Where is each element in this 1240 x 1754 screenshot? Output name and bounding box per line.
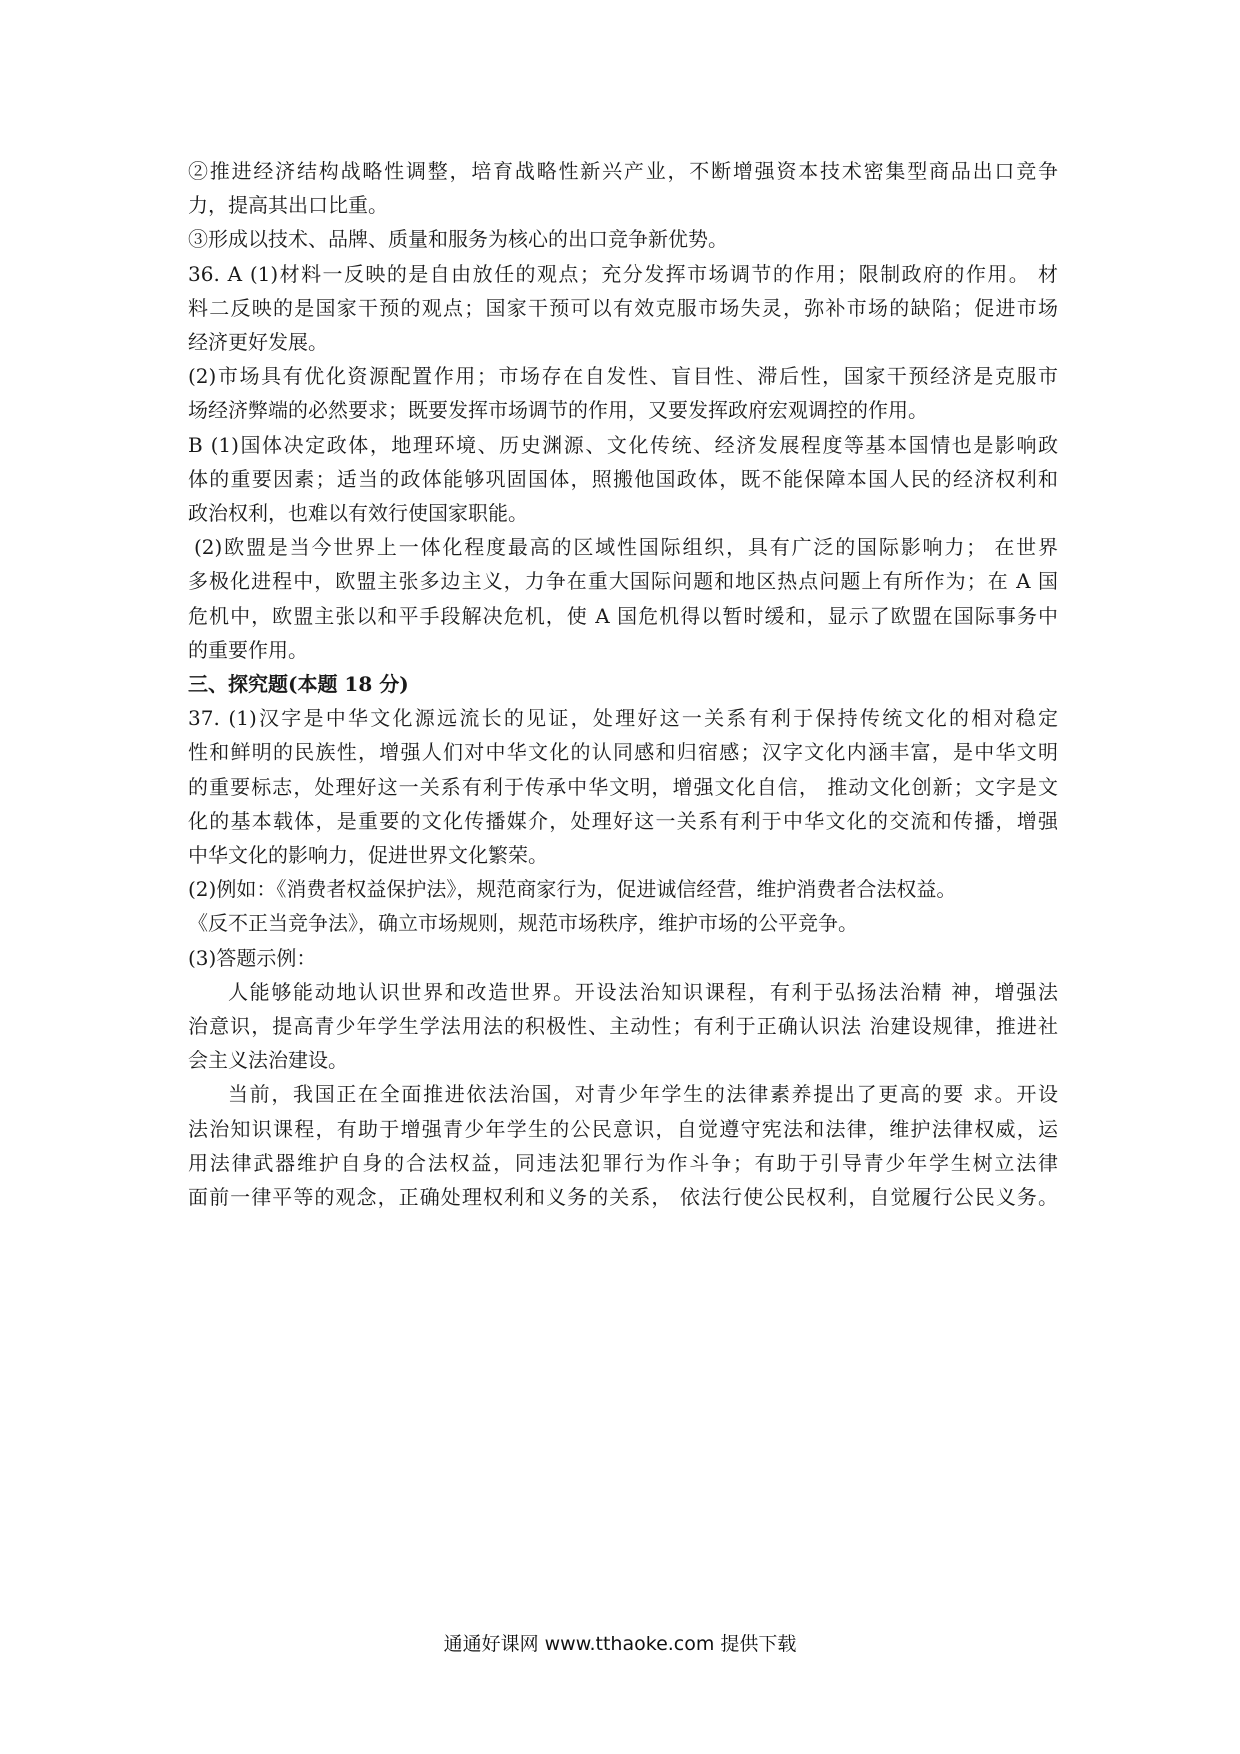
- text-line: 法治知识课程，有助于增强青少年学生的公民意识，自觉遵守宪法和法律，维护法律权威，运: [188, 1116, 1058, 1141]
- text-line: (3)答题示例：: [188, 945, 317, 970]
- text-line: 面前一律平等的观念，正确处理权利和义务的关系， 依法行使公民权利，自觉履行公民义务。: [188, 1185, 1058, 1210]
- text-line: 36. A (1)材料一反映的是自由放任的观点；充分发挥市场调节的作用；限制政府的作用。 材: [188, 261, 1058, 286]
- text-line: 场经济弊端的必然要求；既要发挥市场调节的作用，又要发挥政府宏观调控的作用。: [188, 398, 928, 423]
- page-footer: 通通好课网 www.tthaoke.com 提供下载: [443, 1633, 797, 1655]
- text-line: 中华文化的影响力，促进世界文化繁荣。: [188, 843, 548, 868]
- text-line: 当前，我国正在全面推进依法治国，对青少年学生的法律素养提出了更高的要 求。开设: [228, 1082, 1058, 1107]
- text-line: 政治权利，也难以有效行使国家职能。: [188, 501, 528, 526]
- section-heading: 三、探究题(本题 18 分): [188, 672, 409, 697]
- text-line: ②推进经济结构战略性调整，培育战略性新兴产业，不断增强资本技术密集型商品出口竞争: [188, 159, 1058, 183]
- text-line: 用法律武器维护自身的合法权益，同违法犯罪行为作斗争；有助于引导青少年学生树立法律: [188, 1150, 1058, 1175]
- text-line: (2)欧盟是当今世界上一体化程度最高的区域性国际组织，具有广泛的国际影响力； 在世界: [194, 535, 1058, 560]
- text-line: 经济更好发展。: [188, 330, 328, 355]
- text-line: 的重要作用。: [188, 637, 308, 662]
- text-line: 性和鲜明的民族性，增强人们对中华文化的认同感和归宿感；汉字文化内涵丰富，是中华文明: [188, 740, 1058, 765]
- text-line: 37. (1)汉字是中华文化源远流长的见证，处理好这一关系有利于保持传统文化的相对稳定: [188, 706, 1058, 731]
- text-line: 危机中，欧盟主张以和平手段解决危机，使 A 国危机得以暂时缓和，显示了欧盟在国际事务中: [188, 603, 1058, 628]
- text-line: ③形成以技术、品牌、质量和服务为核心的出口竞争新优势。: [188, 227, 728, 252]
- text-line: 人能够能动地认识世界和改造世界。开设法治知识课程，有利于弘扬法治精 神，增强法: [228, 979, 1058, 1004]
- text-line: 料二反映的是国家干预的观点；国家干预可以有效克服市场失灵，弥补市场的缺陷；促进市场: [188, 295, 1058, 320]
- text-line: 化的基本载体，是重要的文化传播媒介，处理好这一关系有利于中华文化的交流和传播，增强: [188, 808, 1058, 833]
- text-line: (2)市场具有优化资源配置作用；市场存在自发性、盲目性、滞后性，国家干预经济是克服市: [188, 364, 1058, 389]
- text-line: 的重要标志，处理好这一关系有利于传承中华文明，增强文化自信， 推动文化创新；文字是文: [188, 774, 1058, 799]
- answer-text-body: [188, 154, 1058, 1214]
- text-line: (2)例如：《消费者权益保护法》，规范商家行为，促进诚信经营，维护消费者合法权益。: [188, 877, 957, 902]
- text-line: B (1)国体决定政体，地理环境、历史渊源、文化传统、经济发展程度等基本国情也是影响政: [188, 432, 1058, 457]
- text-line: 体的重要因素；适当的政体能够巩固国体，照搬他国政体，既不能保障本国人民的经济权利和: [188, 466, 1058, 491]
- text-line: 多极化进程中，欧盟主张多边主义，力争在重大国际问题和地区热点问题上有所作为；在 A 国: [188, 569, 1058, 594]
- text-line: 《反不正当竞争法》，确立市场规则，规范市场秩序，维护市场的公平竞争。: [188, 911, 858, 936]
- text-line: 会主义法治建设。: [188, 1048, 348, 1073]
- text-line: 治意识，提高青少年学生学法用法的积极性、主动性；有利于正确认识法 治建设规律，推进社: [188, 1014, 1058, 1039]
- text-line: 力，提高其出口比重。: [188, 193, 388, 218]
